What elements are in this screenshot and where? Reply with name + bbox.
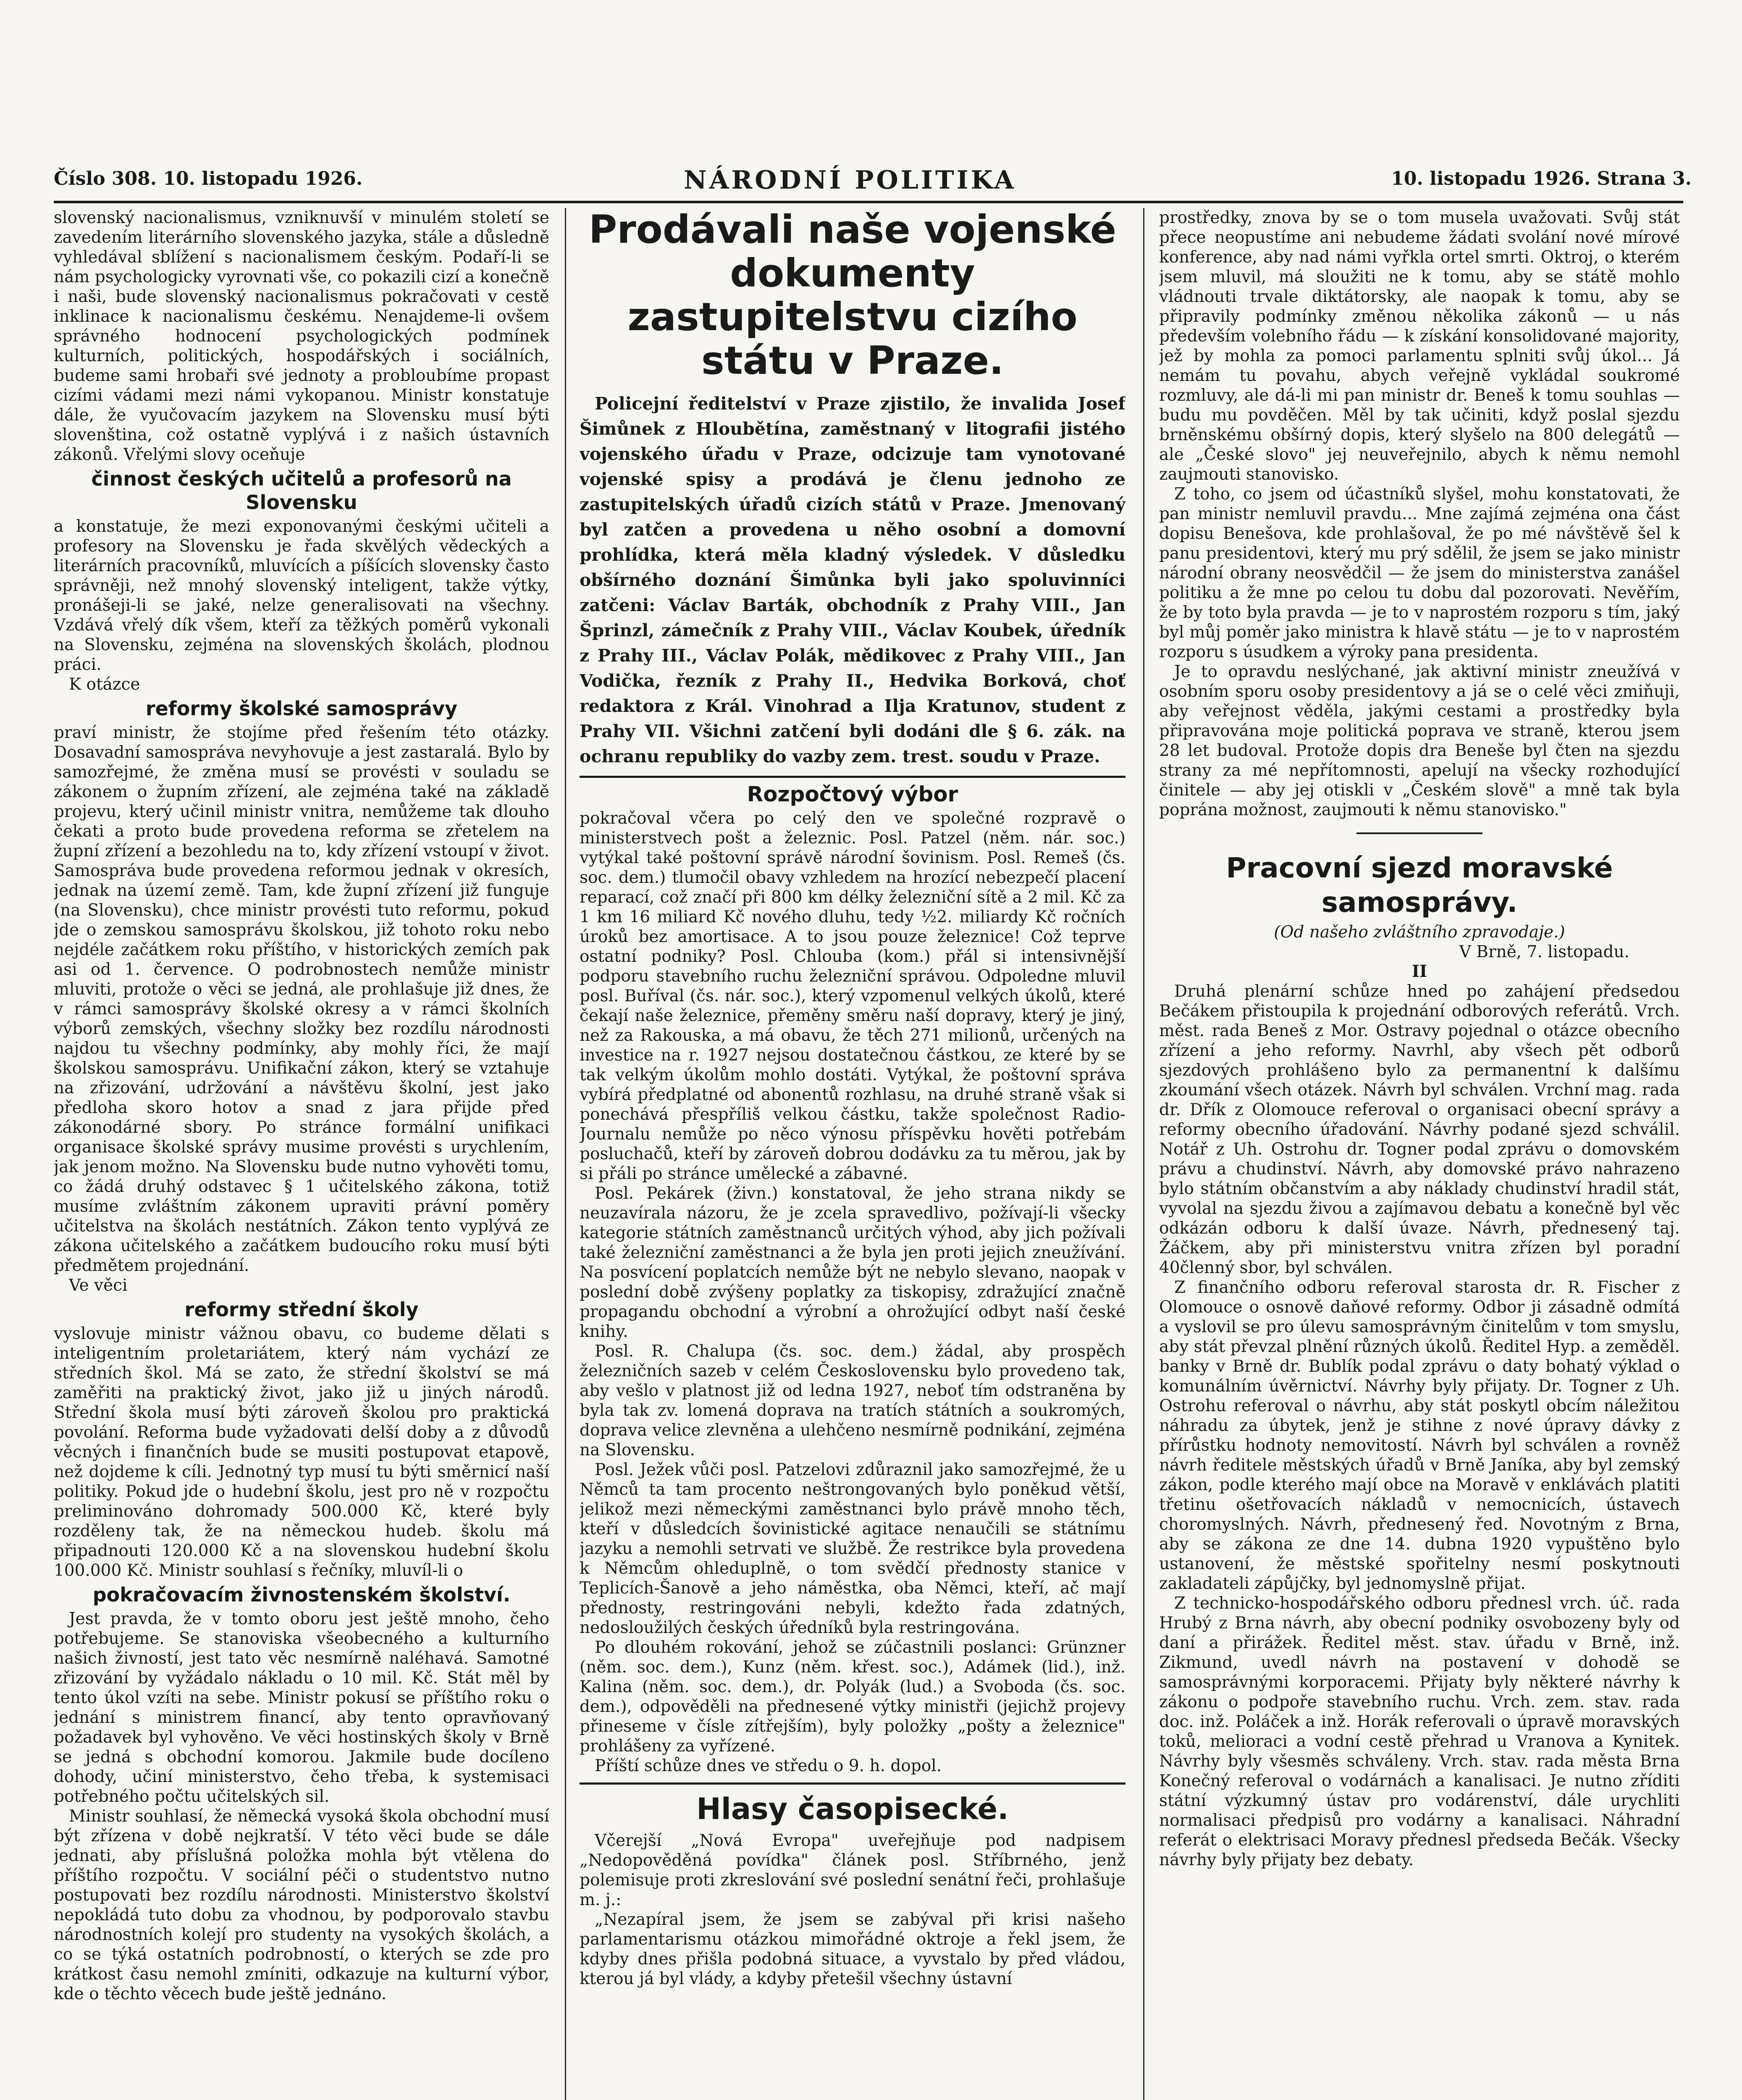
paragraph: „Nezapíral jsem, že jsem se zabýval při krisi našeho parlamentarismu otázkou mimořádné oktroje a řekl jsem, že kdyby dnes přišla podobná situace, a vyvstalo by před vládou, kterou já byl vlády, a kdyby přetešil všechny ústavní (580, 1910, 1125, 1988)
paragraph: Posl. Pekárek (živn.) konstatoval, že jeho strana nikdy se neuzavírala názoru, že je zcela spravedlivo, požívají-li všecky kategorie státních zaměstnanců určitých výhod, aby jich požívali také železniční zaměstnanci a že byla jen proti jejich zneužívání. Na posvícení poplatcích nemůže být ne nebylo slevano, naopak v poslední době zvýšeny poplatky za tiskopisy, zdražující značně propagandu obchodní a výrobní a ohrožující odbyt naší české knihy. (580, 1184, 1125, 1341)
header-rule (54, 201, 1683, 203)
paragraph: Posl. Ježek vůči posl. Patzelovi zdůraznil jako samozřejmé, že u Němců ta tam procento neštrongovaných bylo poněkud větší, jelikož mezi německými zaměstnanci bylo právě mnoho těch, kteří v důsledcích šovinistické agitace nenaučili se státnímu jazyku a nemohli setrvati ve službě. Že restrikce byla provedena k Němcům ohleduplně, o tom svědčí přednosty stanice v Teplicích-Šanově a jeho náměstka, oba Němci, kteří, ač mají přednosty, restringováni nebyli, kdežto řada zdatných, nedosloužilých českých úředníků byla restringována. (580, 1460, 1125, 1637)
dateline: (Od našeho zvláštního zpravodaje.) (1274, 923, 1565, 942)
section-heading: Hlasy časopisecké. (696, 1792, 1009, 1826)
paragraph: a konstatuje, že mezi exponovanými českými učiteli a profesory na Slovensku je řada skvělých vědeckých a literárních pracovníků, mluvících a píšících slovensky často správněji, než mnohý slovenský inteligent, takže výtky, pronášeji-li se jaké, nelze generalisovati na všechny. Vzdává vřelý dík všem, kteří za těžkých poměrů vykonali na Slovensku, zejména na slovenských školách, plodnou práci. (54, 517, 549, 674)
box-rule (580, 1782, 1125, 1785)
paragraph: Příští schůze dnes ve středu o 9. h. dopol. (595, 1756, 942, 1775)
paragraph: Posl. R. Chalupa (čs. soc. dem.) žádal, aby prospěch železničních sazeb v celém Československu bylo provedeno tak, aby vešlo v platnost již od ledna 1927, neboť tím odstraněna by byla tak zv. lomená doprava na tratích státních a soukromých, doprava velice zlevněna a ulehčeno nesmírně podnikání, zejména na Slovensku. (580, 1342, 1125, 1460)
page-number: 10. listopadu 1926. Strana 3. (1391, 168, 1692, 189)
paragraph: Z toho, co jsem od účastníků slyšel, mohu konstatovati, že pan ministr nemluvil pravdu... Mne zajímá zejména ona část dopisu Benešova, kde prohlašoval, že po mé návštěvě šel k panu presidentovi, který mu prý sdělil, že jsem se jako ministr národní obrany neosvědčil — že jsem do ministerstva zanášel politiku a že mne po celou tu dobu dal pozorovati. Nevěřím, že by toto byla pravda — je to v naprostém rozporu s tím, jaký byl můj poměr jako ministra k hlavě státu — je to v naprostém rozporu s úsudkem a výroky pana presidenta. (1159, 485, 1680, 662)
paragraph: K otázce (69, 675, 140, 694)
paragraph: Druhá plenární schůze hned po zahájení předsedou Bečákem přistoupila k projednání odborových referátů. Vrch. měst. rada Beneš z Mor. Ostravy pojednal o otázce obecního zřízení a jeho reformy. Navrhl, aby všech pět odborů sjezdových prohlášeno bylo za permanentní k dalšímu zkoumání všech otázek. Návrh byl schválen. Vrchní mag. rada dr. Dřík z Olomouce referoval o organisaci obecní správy a reformy obecního úřadování. Návrhy podané sjezd schválil. Notář z Uh. Ostrohu dr. Togner podal zprávu o domovském právu a chudinství. Návrh, aby domovské právo nahrazeno bylo státním občanstvím a aby náklady chudinství hradil stát, vyvolal na sjezdu živou a zajímavou debatu a konečně byl věc odkázán odboru k další úvaze. Návrh, přednesený taj. Žáčkem, aby při ministerstvu vnitra zřízen byl poradní 40členný sbor, byl schválen. (1159, 982, 1680, 1277)
place-date: V Brně, 7. listopadu. (1459, 942, 1629, 961)
paragraph: praví ministr, že stojíme před řešením této otázky. Dosavadní samospráva nevyhovuje a jest zastaralá. Bylo by samozřejmé, že změna musí se provésti v souladu se zákonem o župním zřízení, ale zejména také na základě projevu, který učinil ministr vnitra, nemůžeme tak dlouho čekati a proto bude provedena reforma se zřetelem na župní zřízení a bezohledu na to, kdy zřízení vstoupí v život. Samospráva bude provedena reformou jednak v okresích, jednak na území země. Tam, kde župní zřízení již funguje (na Slovensku), chce ministr provésti tuto reformu, pokud jde o zemskou samosprávu školskou, již tohoto roku nebo nejdéle začátkem roku příštího, v historických zemích pak asi od 1. července. O podrobnostech nemůže ministr mluviti, protože o věci se jedná, ale prohlašuje již dnes, že v rámci samosprávy školské okresy a v rámci školních výborů zemských, všechny složky bez rozdílu národnosti najdou tu všechny podmínky, aby mohly říci, že mají školskou samosprávu. Unifikační zákon, který se vztahuje na zřizování, udržování a návštěvu školní, jest jako předloha skoro hotov a snad z jara přijde před zákonodárné sbory. Po stránce formální unifikaci organisace školské správy musime provésti s urychlením, jak jenom možno. Na Slovensku bude nutno vyhověti tomu, co žádá druhý odstavec § 1 učitelského zákona, totiž musíme zvláštním zákonem upraviti právní poměry učitelstva na školách nestátních. Zákon tento vyplývá ze zákona učitelského a začátkem budoucího roku musí býti předmětem projednání. (54, 723, 549, 1275)
part-number: II (1411, 962, 1427, 981)
column-1 (54, 208, 549, 2100)
subheading: činnost českých učitelů a profesorů na Slovensku (91, 467, 512, 514)
subheading: reformy školské samosprávy (145, 697, 458, 720)
subheading: reformy střední školy (184, 1298, 419, 1321)
column-divider-1 (565, 208, 566, 2100)
issue-number: Číslo 308. 10. listopadu 1926. (54, 168, 363, 189)
column-2 (580, 208, 1125, 2100)
masthead: NÁRODNÍ POLITIKA (684, 165, 1016, 195)
lead-paragraph: Policejní ředitelství v Praze zjistilo, že invalida Josef Šimůnek z Hloubětína, zaměstnaný v litografii jistého vojenského úřadu v Praze, odcizuje tam vynotované vojenské spisy a prodává je členu jednoho ze zastupitelských úřadů cizích států v Praze. Jmenovaný byl zatčen a provedena u něho osobní a domovní prohlídka, která měla kladný výsledek. V důsledku obšírného doznání Šimůnka byli jako spoluvinníci zatčeni: Václav Barták, obchodník z Prahy VIII., Jan Šprinzl, zámečník z Prahy VIII., Václav Koubek, úředník z Prahy III., Václav Polák, mědikovec z Prahy VIII., Jan Vodička, řezník z Prahy II., Hedvika Borková, choť redaktora z Král. Vinohrad a Ilja Kratunov, student z Prahy VII. Všichni zatčení byli dodáni dle § 6. zák. na ochranu republiky do vazby zem. trest. soudu v Praze. (580, 394, 1125, 766)
paragraph: Ve věci (69, 1276, 128, 1295)
paragraph: vyslovuje ministr vážnou obavu, co budeme dělati s inteligentním proletariátem, který nám vychází ze středních škol. Má se zato, že střední školství se má zaměřiti na praktický život, jako již u jiných národů. Střední škola musí býti zároveň školou pro praktická povolání. Reforma bude vyžadovati delší doby a z důvodů věcných i finančních bude se musiti postupovat etapově, než dojdeme k cíli. Jednotný typ musí tu býti směrnicí naší politiky. Pokud jde o hudební školu, jest pro ně v rozpočtu preliminováno dohromady 500.000 Kč, které byly rozděleny tak, že na německou hudeb. školu má připadnouti 120.000 Kč a na slovenskou hudební školu 100.000 Kč. Ministr souhlasí s řečníky, mluvíl-li o (54, 1324, 549, 1580)
headline: Prodávali naše vojenské dokumenty zastupitelstvu cizího státu v Praze. (588, 208, 1117, 383)
subheading: pokračovacím živnostenském školství. (92, 1583, 511, 1606)
paragraph: Z technicko-hospodářského odboru přednesl vrch. úč. rada Hrubý z Brna návrh, aby obecní podniky osvobozeny byly od daní a přirážek. Ředitel měst. stav. úřadu v Brně, inž. Zikmund, uvedl návrh na postavení v dohodě se samosprávnými korporacemi. Přijaty byly některé návrhy k zákonu o podpoře stavebního ruchu. Vrch. zem. stav. rada doc. inž. Poláček a inž. Horák referovali o úpravě moravských toků, melioraci a vodní cestě přehrad u Vranova a Kynitek. Návrhy byly všesměs schváleny. Vrch. stav. rada města Brna Konečný referoval o vodárnách a kanalisaci. Je nutno zříditi státní výzkumný ústav pro vodárenství, dále urychliti normalisaci předpisů pro vodárny a kanalisaci. Náhradní referát o elektrisaci Moravy přednesl předseda Bečák. Všecky návrhy byly přijaty bez debaty. (1159, 1594, 1680, 1869)
section-heading: Rozpočtový výbor (747, 782, 958, 806)
column-divider-2 (1143, 208, 1144, 2100)
paragraph: pokračoval včera po celý den ve společné rozpravě o ministerstvech pošt a železnic. Posl. Patzel (něm. nár. soc.) vytýkal také poštovní správě národní šovinism. Posl. Remeš (čs. soc. dem.) tlumočil obavy vzhledem na hrozící nebezpečí placení reparací, což značí při 800 km délky železniční sítě a 2 mil. Kč za 1 km 16 miliard Kč nového dluhu, tedy ½2. miliardy Kč ročních úroků bez amortisace. A to jsou pouze železnice! Což teprve ostatní podniky? Posl. Chlouba (kom.) přál si intensivnější podporu stavebního ruchu železniční správou. Odpoledne mluvil posl. Buříval (čs. nár. soc.), který vzpomenul velkých úkolů, které čekají naše železnice, přeměny směru naší dopravy, který je jiný, než za Rakouska, a má obavu, že těch 271 milionů, určených na investice na r. 1927 nejsou dostatečnou částkou, ze které by se tak velkým úkolům mohlo dostáti. Vytýkal, že poštovní správa vybírá předplatné od abonentů rozhlasu, na druhé straně však si ponechává přespříliš velkou částku, takže společnost Radio-Journalu nemůže po něco výnosu příspěvku hověti potřebám posluchačů, kteří by zároveň dobrou dodávku za tu měrou, jak by si přáli po stránce umělecké a zábavné. (580, 809, 1125, 1183)
box-rule (580, 776, 1125, 778)
paragraph: Jest pravda, že v tomto oboru jest ještě mnoho, čeho potřebujeme. Se stanoviska všeobecného a kulturního našich živností, jest tato věc nesmírně naléhavá. Samotné zřizování by vyžádalo nákladu o 10 mil. Kč. Stát měl by tento úkol vzíti na sebe. Ministr pokusí se příštího roku o jednání s ministrem financí, aby tento opravňovaný požadavek byl vyhověno. Ve věci hostinských školy v Brně se jedná s obchodní komorou. Jakmile bude docíleno dohody, učiní ministerstvo, čeho třeba, k systemisaci potřebného počtu učitelských sil. (54, 1609, 549, 1806)
paragraph: Z finančního odboru referoval starosta dr. R. Fischer z Olomouce o osnově daňové reformy. Odbor ji zásadně odmítá a vyslovil se pro úlevu samosprávným činitelům v tom smyslu, aby stát převzal plnění různých úkolů. Ředitel Hyp. a zeměděl. banky v Brně dr. Bublík podal zprávu o daty bohatý výklad o komunálním úvěrnictví. Návrhy byly přijaty. Dr. Togner z Uh. Ostrohu referoval o návrhu, aby stát poskytl obcím náležitou náhradu za úbytek, jenž je stihne z nové úpravy dávky z přírůstku hodnoty nemovitostí. Návrh byl schválen a rovněž návrh ředitele městských úřadů v Brně Janíka, aby byl zemský zákon, podle kterého mají obce na Moravě v enklávách platiti třetinu ošetřovacích nákladů v nemocnicích, ústavech choromyslných. Návrh, přednesený řed. Novotným z Brna, aby se zákona ze dne 14. dubna 1920 vypuštěno bylo ustanovení, že městské spořitelny nesmí poskytnouti zakladateli zápůjčky, byl jednomyslně přijat. (1159, 1278, 1680, 1593)
article-headline: Pracovní sjezd moravské samosprávy. (1226, 852, 1613, 919)
divider (1356, 832, 1482, 834)
paragraph: Po dlouhém rokování, jehož se zúčastnili poslanci: Grünzner (něm. soc. dem.), Kunz (něm. křest. soc.), Adámek (lid.), inž. Kalina (něm. soc. dem.), dr. Polyák (lud.) a Svoboda (čs. soc. dem.), odpověděli na přednesené výtky ministři (jejichž projevy přineseme v čísle zítřejším), byly položky „pošty a železnice" prohlášeny za vyřízené. (580, 1638, 1125, 1756)
page-header (54, 165, 1692, 202)
paragraph: Je to opravdu neslýchané, jak aktivní ministr zneužívá v osobním sporu osoby presidentovy a já se o celé věci zmiňuji, aby veřejnost věděla, jakými cestami a prostředky byla připravována moje politická poprava ve straně, kterou jsem 28 let budoval. Protože dopis dra Beneše byl čten na sjezdu strany za mé nepřítomnosti, apelují na všecky rozhodující činitele — aby jej otiskli v „Českém slově" a mně tak byla poprána možnost, zaujmouti k němu stanovisko." (1159, 662, 1680, 819)
column-3 (1159, 208, 1680, 2100)
paragraph: Ministr souhlasí, že německá vysoká škola obchodní musí být zřízena v době nejkratší. V této věci bude se dále jednati, aby příslušná položka mohla být vtělena do příštího rozpočtu. V sociální péči o studentstvo nutno postupovati bez rozdílu národnosti. Ministerstvo školství nepokládá tuto dobu za vhodnou, by podporovalo stavbu národnostních kolejí pro studenty na vysokých školách, a co se týká ostatních podrobností, o kterých se zde pro krátkost času nemohl zmíniti, odkazuje na kulturní výbor, kde o těchto věcech bude ještě jednáno. (54, 1807, 549, 2003)
paragraph: slovenský nacionalismus, vzniknuvší v minulém století se zavedením literárního slovenského jazyka, stále a důsledně vyhledával sblížení s nacionalismem českým. Podaří-li se nám psychologicky vyrovnati vše, co pokazili cizí a konečně i naši, bude slovenský nacionalismus pokračovati v cestě inklinace k nacionalismu českému. Nenajdeme-li ovšem správného hodnocení psychologických podmínek kulturních, politických, hospodářských i sociálních, budeme sami hrobaři své jednoty a probloubíme propast cizími vádami mezi námi vykopanou. Ministr konstatuje dále, že vyučovacím jazykem na Slovensku musí býti slovenština, což ostatně vyplývá i z našich ústavních zákonů. Vřelými slovy oceňuje (54, 208, 549, 464)
paragraph: Včerejší „Nová Evropa" uveřejňuje pod nadpisem „Nedopověděná povídka" článek posl. Stříbrného, jenž polemisuje proti zkreslování své poslední senátní řeči, prohlašuje m. j.: (580, 1831, 1125, 1909)
paragraph: prostředky, znova by se o tom musela uvažovati. Svůj stát přece neopustíme ani nebudeme žádati svolání nové mírové konference, aby nad námi vyřkla ortel smrti. Oktroj, o kterém jsem mluvil, má sloužiti ne k tomu, aby se státě mohlo vládnouti trvale diktátorsky, ale naopak k tomu, aby se připravily podmínky změnou několika zákonů — u nás především volebního řádu — k získání konsolidované majority, jež by mohla za pomoci parlamentu splniti svůj úkol... Já nemám tu povahu, abych veřejně vykládal soukromé rozmluvy, ale dá-li mi pan ministr dr. Beneš k tomu souhlas — budu mu povděčen. Měl by tak učiniti, když poslal sjezdu brněnskému obšírný dopis, který slyšelo na 800 delegátů — ale „České slovo" jej neuveřejnilo, abych k němu nemohl zaujmouti stanovisko. (1159, 208, 1680, 484)
